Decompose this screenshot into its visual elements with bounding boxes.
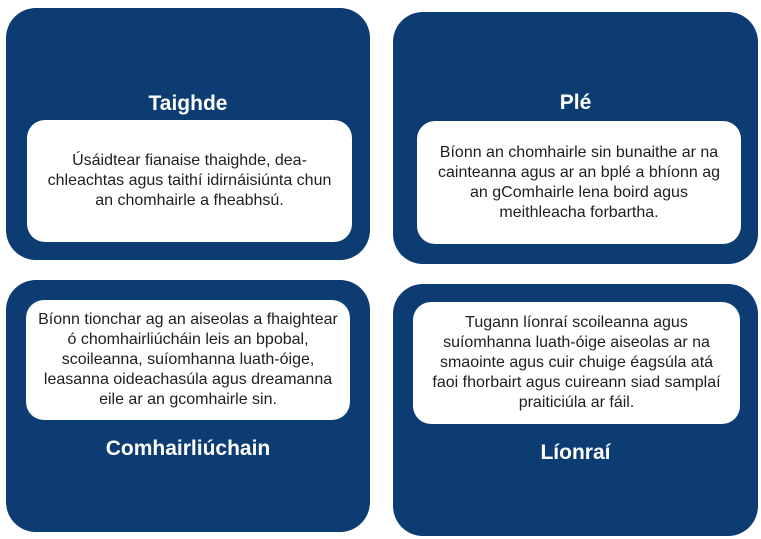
card-discussion	[393, 12, 758, 264]
card-networks	[393, 284, 758, 536]
card-title-discussion: Plé	[559, 91, 592, 114]
card-consultations	[6, 280, 370, 532]
card-text-box-discussion	[417, 121, 741, 244]
card-text-box-research	[27, 120, 352, 242]
card-text-research: Úsáidtear fianaise thaighde, dea-chleachtas agus taithí idirnáisiúnta chun an chomhairle a fheabhsú.	[47, 152, 332, 209]
card-title-research: Taighde	[148, 92, 228, 115]
card-text-box-consultations	[26, 300, 350, 420]
card-title-consultations: Comhairliúchain	[105, 437, 271, 460]
card-text-consultations: Bíonn tionchar ag an aiseolas a fhaightear ó chomhairliúcháin leis an bpobal, scoileanna, suíomhanna luath-óige, leasanna oideachasúla agus dreamanna eile ar an gcomhairle sin.	[38, 311, 338, 408]
card-title-networks: Líonraí	[540, 441, 611, 464]
card-text-box-networks	[413, 302, 740, 424]
card-text-discussion: Bíonn an chomhairle sin bunaithe ar na cainteanna agus ar an bplé a bhíonn ag an gComhairle lena boird agus meithleacha forbartha.	[437, 143, 720, 221]
card-research	[6, 8, 370, 260]
card-text-networks: Tugann líonraí scoileanna agus suíomhanna luath-óige aiseolas ar na smaointe agus cuir chuige éagsúla atá faoi fhorbairt agus cuireann siad samplaí praiticiúla ar fáil.	[432, 314, 721, 411]
